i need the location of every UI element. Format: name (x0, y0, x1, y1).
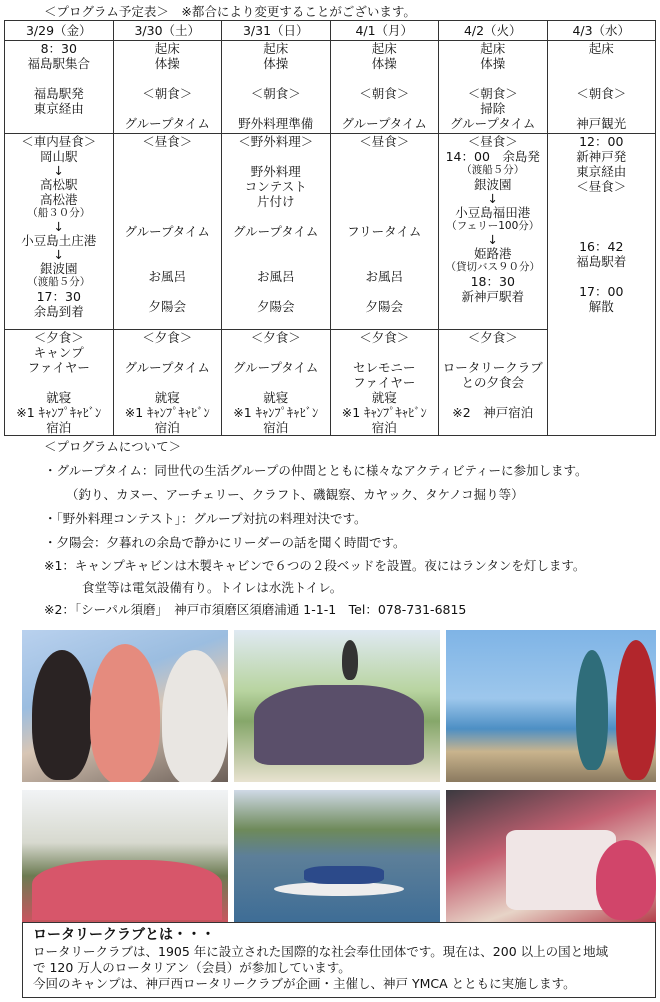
group-photo (234, 630, 440, 782)
cell-line: 14：00 余島発 (445, 149, 540, 164)
cell-content (331, 41, 439, 131)
down-arrow-icon: ↓ (53, 247, 64, 262)
schedule-cell (222, 330, 331, 436)
schedule-cell (5, 330, 114, 436)
note-cabin: ※1：キャンプキャビンは木製キャビンで６つの２段ベッドを設置。夜にはランタンを灯します。 (44, 558, 586, 573)
cell-content (331, 330, 439, 435)
schedule-cell (547, 134, 656, 436)
rotary-line-2: で 120 万人のロータリアン（会員）が参加しています。 (33, 960, 351, 975)
rotary-info-box (22, 922, 656, 998)
note-group-time: ・グループタイム：同世代の生活グループの仲間とともに様々なアクティビティーに参加します。 (44, 463, 588, 478)
cell-line: 就寝 (154, 390, 180, 405)
day-header: 4/3（水） (547, 21, 656, 41)
camp-girls-photo (22, 630, 228, 782)
cell-line: 起床 (371, 41, 397, 56)
rotary-line-1: ロータリークラブは、1905 年に設立された国際的な社会奉仕団体です。現在は、200 以上の国と地域 (33, 944, 609, 959)
cell-line: 野外料理 (250, 164, 301, 179)
cell-line: グループタイム (450, 116, 536, 131)
schedule-row (5, 41, 656, 134)
cell-line: （フェリー100分） (446, 220, 540, 232)
note-activities: （釣り、カヌー、アーチェリー、クラフト、磯観察、カヤック、タケノコ掘り等） (66, 487, 524, 502)
cell-line: ＜夕食＞ (467, 330, 518, 345)
cell-content (331, 134, 439, 314)
cell-line: 夕陽会 (148, 299, 186, 314)
cell-line: 東京経由 (33, 101, 84, 116)
cell-line: ※1 ｷｬﾝﾌﾟｷｬﾋﾞﾝ (124, 405, 210, 420)
cell-line: ＜夕食＞ (250, 330, 301, 345)
cell-line: 夕陽会 (256, 299, 295, 314)
day-header: 3/29（金） (5, 21, 114, 41)
cell-line: ＜昼食＞ (142, 134, 193, 149)
cell-line: ＜夕食＞ (33, 330, 84, 345)
cell-line: 高松港 (39, 192, 78, 207)
cell-line: との夕食会 (461, 375, 524, 390)
cell-line: （渡船５分） (27, 276, 91, 288)
cell-line: 神戸観光 (576, 116, 627, 131)
schedule-header: ＜プログラム予定表＞ ※都合により変更することがございます。 (44, 4, 416, 19)
cell-line: ＜朝食＞ (142, 86, 193, 101)
cell-line: 体操 (154, 56, 180, 71)
schedule-cell (439, 134, 548, 330)
cell-line: キャンプ (33, 345, 84, 360)
day-header: 4/1（月） (330, 21, 439, 41)
note-cooking-contest: ・「野外料理コンテスト」：グループ対抗の料理対決です。 (44, 511, 367, 526)
cell-line: 12：00 (579, 134, 624, 149)
cell-line: 17：00 (579, 284, 624, 299)
cell-content (222, 134, 330, 314)
cell-line: 8：30 (40, 41, 77, 56)
notes-heading: ＜プログラムについて＞ (44, 439, 182, 454)
down-arrow-icon: ↓ (53, 219, 64, 234)
cell-line: ファイヤー (27, 360, 90, 375)
cell-line: グループタイム (124, 360, 210, 375)
down-arrow-icon: ↓ (487, 232, 498, 247)
cell-line: 岡山駅 (39, 149, 78, 164)
cell-line: 福島駅集合 (27, 56, 90, 71)
schedule-cell (113, 134, 222, 330)
cell-line: （貸切バス９０分） (445, 261, 540, 273)
cell-line: お風呂 (256, 269, 295, 284)
cell-content (114, 134, 222, 314)
cell-line: グループタイム (233, 224, 319, 239)
cell-line: コンテスト (244, 179, 307, 194)
cell-line: 宿泊 (371, 420, 397, 435)
cell-line: グループタイム (341, 116, 427, 131)
cell-line: 余島到着 (33, 304, 84, 319)
day-header: 4/2（火） (439, 21, 548, 41)
cell-line: 掃除 (480, 101, 506, 116)
schedule-cell (439, 330, 548, 436)
cell-line: 夕陽会 (365, 299, 403, 314)
cell-line: セレモニー (352, 360, 416, 375)
cell-line: グループタイム (124, 116, 210, 131)
schedule-cell (222, 134, 331, 330)
cell-line: ＜朝食＞ (250, 86, 301, 101)
down-arrow-icon: ↓ (53, 163, 64, 178)
cell-line: 福島駅着 (576, 254, 627, 269)
cell-content (114, 41, 222, 131)
cell-line: ※2 神戸宿泊 (452, 405, 534, 420)
cell-line: 17：30 (36, 289, 81, 304)
cell-line: グループタイム (233, 360, 319, 375)
cell-content (439, 330, 547, 420)
cell-line: 野外料理準備 (238, 116, 314, 131)
cell-line: ＜昼食＞ (359, 134, 410, 149)
cell-line: 銀波園 (473, 177, 512, 192)
schedule-cell (5, 41, 114, 134)
note-sunset: ・夕陽会：夕暮れの余島で静かにリーダーの話を聞く時間です。 (44, 535, 406, 550)
cell-line: 小豆島福田港 (455, 205, 531, 220)
cell-line: 片付け (256, 194, 295, 209)
cell-content (548, 41, 656, 131)
cell-line: フリータイム (347, 224, 422, 239)
cell-line: ファイヤー (353, 375, 416, 390)
cell-line: 体操 (371, 56, 397, 71)
cell-line: お風呂 (148, 269, 186, 284)
cell-line: 宿泊 (46, 420, 72, 435)
cell-line: ＜朝食＞ (359, 86, 410, 101)
cell-line: 起床 (154, 41, 180, 56)
cell-line: ※1 ｷｬﾝﾌﾟｷｬﾋﾞﾝ (16, 405, 102, 420)
day-header: 3/30（土） (113, 21, 222, 41)
schedule-cell (113, 330, 222, 436)
cell-line: ＜夕食＞ (359, 330, 410, 345)
cell-line: ＜夕食＞ (142, 330, 193, 345)
cell-content (439, 134, 547, 304)
cell-content (548, 134, 656, 314)
day-header-row (5, 21, 656, 41)
schedule-cell (330, 41, 439, 134)
cell-line: 解散 (588, 299, 614, 314)
schedule-cell (113, 41, 222, 134)
cell-content (222, 41, 330, 131)
cell-line: 16：42 (579, 239, 624, 254)
rotary-title: ロータリークラブとは・・・ (33, 927, 215, 943)
cell-line: 起床 (588, 41, 614, 56)
cliff-photo (446, 630, 656, 782)
cell-line: （船３０分） (27, 207, 91, 219)
cell-line: 就寝 (46, 390, 72, 405)
cell-content (114, 330, 222, 435)
dinner-photo (446, 790, 656, 922)
cell-line: ＜野外料理＞ (238, 134, 314, 149)
cell-line: 体操 (263, 56, 289, 71)
photo-collage (22, 630, 656, 922)
cell-line: 小豆島土庄港 (21, 233, 97, 248)
schedule-row (5, 134, 656, 330)
note-facilities: 食堂等は電気設備有り。トイレは水洗トイレ。 (82, 580, 343, 595)
cell-line: ＜朝食＞ (467, 86, 518, 101)
cell-line: ※1 ｷｬﾝﾌﾟｷｬﾋﾞﾝ (341, 405, 427, 420)
bamboo-dig-photo (22, 790, 228, 922)
cell-line: 福島駅発 (33, 86, 84, 101)
cell-line: 新神戸駅着 (461, 289, 524, 304)
cell-line: 高松駅 (39, 177, 78, 192)
cell-line: 起床 (480, 41, 506, 56)
note-seapal: ※2：「シーパル須磨」 神戸市須磨区須磨浦通 1-1-1 Tel：078-731-6815 (44, 602, 467, 617)
schedule-cell (222, 41, 331, 134)
cell-content (439, 41, 547, 131)
cell-line: 姫路港 (473, 246, 512, 261)
cell-line: 体操 (480, 56, 506, 71)
cell-line: お風呂 (365, 269, 403, 284)
schedule-cell (5, 134, 114, 330)
schedule-table (4, 20, 656, 436)
cell-line: ＜車内昼食＞ (21, 134, 97, 149)
cell-line: 宿泊 (154, 420, 180, 435)
cell-line: 宿泊 (263, 420, 289, 435)
cell-content (5, 41, 113, 116)
cell-content (5, 330, 113, 435)
cell-content (222, 330, 330, 435)
cell-line: ＜昼食＞ (576, 179, 627, 194)
schedule-cell (547, 41, 656, 134)
cell-line: 東京経由 (576, 164, 627, 179)
cell-line: ※1 ｷｬﾝﾌﾟｷｬﾋﾞﾝ (233, 405, 319, 420)
rotary-line-3: 今回のキャンプは、神戸西ロータリークラブが企画・主催し、神戸 YMCA とともに実施します。 (33, 976, 576, 991)
cell-line: 新神戸発 (576, 149, 627, 164)
cell-line: グループタイム (124, 224, 210, 239)
schedule-cell (330, 330, 439, 436)
down-arrow-icon: ↓ (487, 191, 498, 206)
cell-line: ロータリークラブ (442, 360, 543, 375)
canoe-photo (234, 790, 440, 922)
cell-line: ＜朝食＞ (576, 86, 627, 101)
cell-line: 就寝 (371, 390, 397, 405)
schedule-cell (330, 134, 439, 330)
day-header: 3/31（日） (222, 21, 331, 41)
cell-line: （渡船５分） (461, 164, 525, 176)
cell-line: 就寝 (263, 390, 289, 405)
cell-line: 銀波園 (39, 261, 78, 276)
schedule-cell (439, 41, 548, 134)
cell-content (5, 134, 113, 319)
cell-line: ＜昼食＞ (467, 134, 518, 149)
cell-line: 起床 (263, 41, 289, 56)
cell-line: 18：30 (470, 274, 515, 289)
